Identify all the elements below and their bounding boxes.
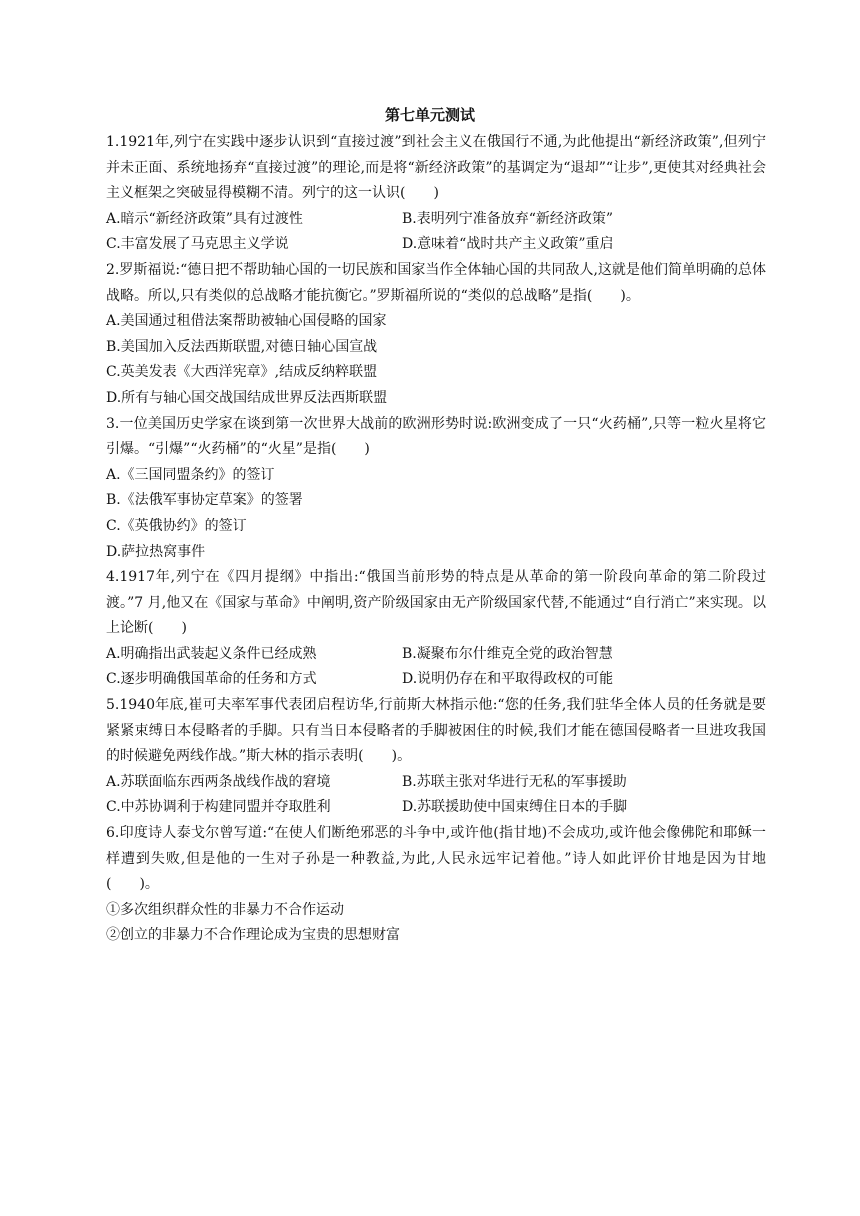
option-2[interactable]: ②创立的非暴力不合作理论成为宝贵的思想财富: [106, 927, 400, 944]
option-list: [106, 898, 766, 949]
question-stem: 1.1921年,列宁在实践中逐步认识到“直接过渡”到社会主义在俄国行不通,为此他提出“新经济政策”,但列宁并未正面、系统地扬弃“直接过渡”的理论,而是将“新经济政策”的基调定为“退却”“让步”,更使其对经典社会主义框架之突破显得模糊不清。列宁的这一认识( ): [106, 134, 766, 202]
option-c[interactable]: C.逐步明确俄国革命的任务和方式: [106, 671, 317, 688]
option-grid: [106, 642, 766, 693]
option-c[interactable]: C.《英俄协约》的签订: [106, 517, 247, 534]
option-b[interactable]: B.凝聚布尔什维克全党的政治智慧: [402, 645, 613, 662]
option-1[interactable]: ①多次组织群众性的非暴力不合作运动: [106, 901, 344, 918]
option-list: [106, 463, 766, 565]
option-a[interactable]: A.《三国同盟条约》的签订: [106, 466, 275, 483]
question-stem: 6.印度诗人泰戈尔曾写道:“在使人们断绝邪恶的斗争中,或许他(指甘地)不会成功,或许他会像佛陀和耶稣一样遭到失败,但是他的一生对子孙是一种教益,为此,人民永远牢记着他。”诗人如此评价甘地是因为甘地( )。: [106, 825, 766, 893]
option-d[interactable]: D.萨拉热窝事件: [106, 543, 206, 560]
option-list: [106, 309, 766, 411]
option-d[interactable]: D.苏联援助使中国束缚住日本的手脚: [402, 799, 628, 816]
question-stem: 3.一位美国历史学家在谈到第一次世界大战前的欧洲形势时说:欧洲变成了一只“火药桶”,只等一粒火星将它引爆。“引爆”“火药桶”的“火星”是指( ): [106, 415, 766, 458]
option-b[interactable]: B.美国加入反法西斯联盟,对德日轴心国宣战: [106, 338, 378, 355]
question-2: [106, 258, 766, 412]
option-a[interactable]: A.暗示“新经济政策”具有过渡性: [106, 210, 303, 227]
question-1: [106, 130, 766, 258]
option-c[interactable]: C.英美发表《大西洋宪章》,结成反纳粹联盟: [106, 364, 378, 381]
option-b[interactable]: B.表明列宁准备放弃“新经济政策”: [402, 210, 614, 227]
option-c[interactable]: C.中苏协调利于构建同盟并夺取胜利: [106, 799, 331, 816]
question-stem: 2.罗斯福说:“德日把不帮助轴心国的一切民族和国家当作全体轴心国的共同敌人,这就是他们简单明确的总体战略。所以,只有类似的总战略才能抗衡它。”罗斯福所说的“类似的总战略”是指( )。: [106, 261, 766, 304]
option-b[interactable]: B.苏联主张对华进行无私的军事援助: [402, 773, 627, 790]
question-6: [106, 821, 766, 949]
option-a[interactable]: A.苏联面临东西两条战线作战的窘境: [106, 773, 331, 790]
option-grid: [106, 770, 766, 821]
option-b[interactable]: B.《法俄军事协定草案》的签署: [106, 492, 303, 509]
question-list: [106, 130, 766, 949]
option-a[interactable]: A.美国通过租借法案帮助被轴心国侵略的国家: [106, 313, 387, 330]
question-4: [106, 565, 766, 693]
question-5: [106, 693, 766, 821]
option-a[interactable]: A.明确指出武装起义条件已经成熟: [106, 645, 317, 662]
option-d[interactable]: D.意味着“战时共产主义政策”重启: [402, 236, 614, 253]
option-c[interactable]: C.丰富发展了马克思主义学说: [106, 236, 289, 253]
question-3: [106, 412, 766, 566]
page-title: 第七单元测试: [384, 106, 475, 124]
question-stem: 5.1940年底,崔可夫率军事代表团启程访华,行前斯大林指示他:“您的任务,我们驻华全体人员的任务就是要紧紧束缚日本侵略者的手脚。只有当日本侵略者的手脚被困住的时候,我们才能在德国侵略者一旦进攻我国的时候避免两线作战。”斯大林的指示表明( )。: [106, 697, 766, 765]
question-stem: 4.1917年,列宁在《四月提纲》中指出:“俄国当前形势的特点是从革命的第一阶段向革命的第二阶段过渡。”7 月,他又在《国家与革命》中阐明,资产阶级国家由无产阶级国家代替,不能通过“自行消亡”来实现。以上论断( ): [106, 569, 766, 637]
option-d[interactable]: D.所有与轴心国交战国结成世界反法西斯联盟: [106, 389, 388, 406]
option-d[interactable]: D.说明仍存在和平取得政权的可能: [402, 671, 614, 688]
option-grid: [106, 207, 766, 258]
